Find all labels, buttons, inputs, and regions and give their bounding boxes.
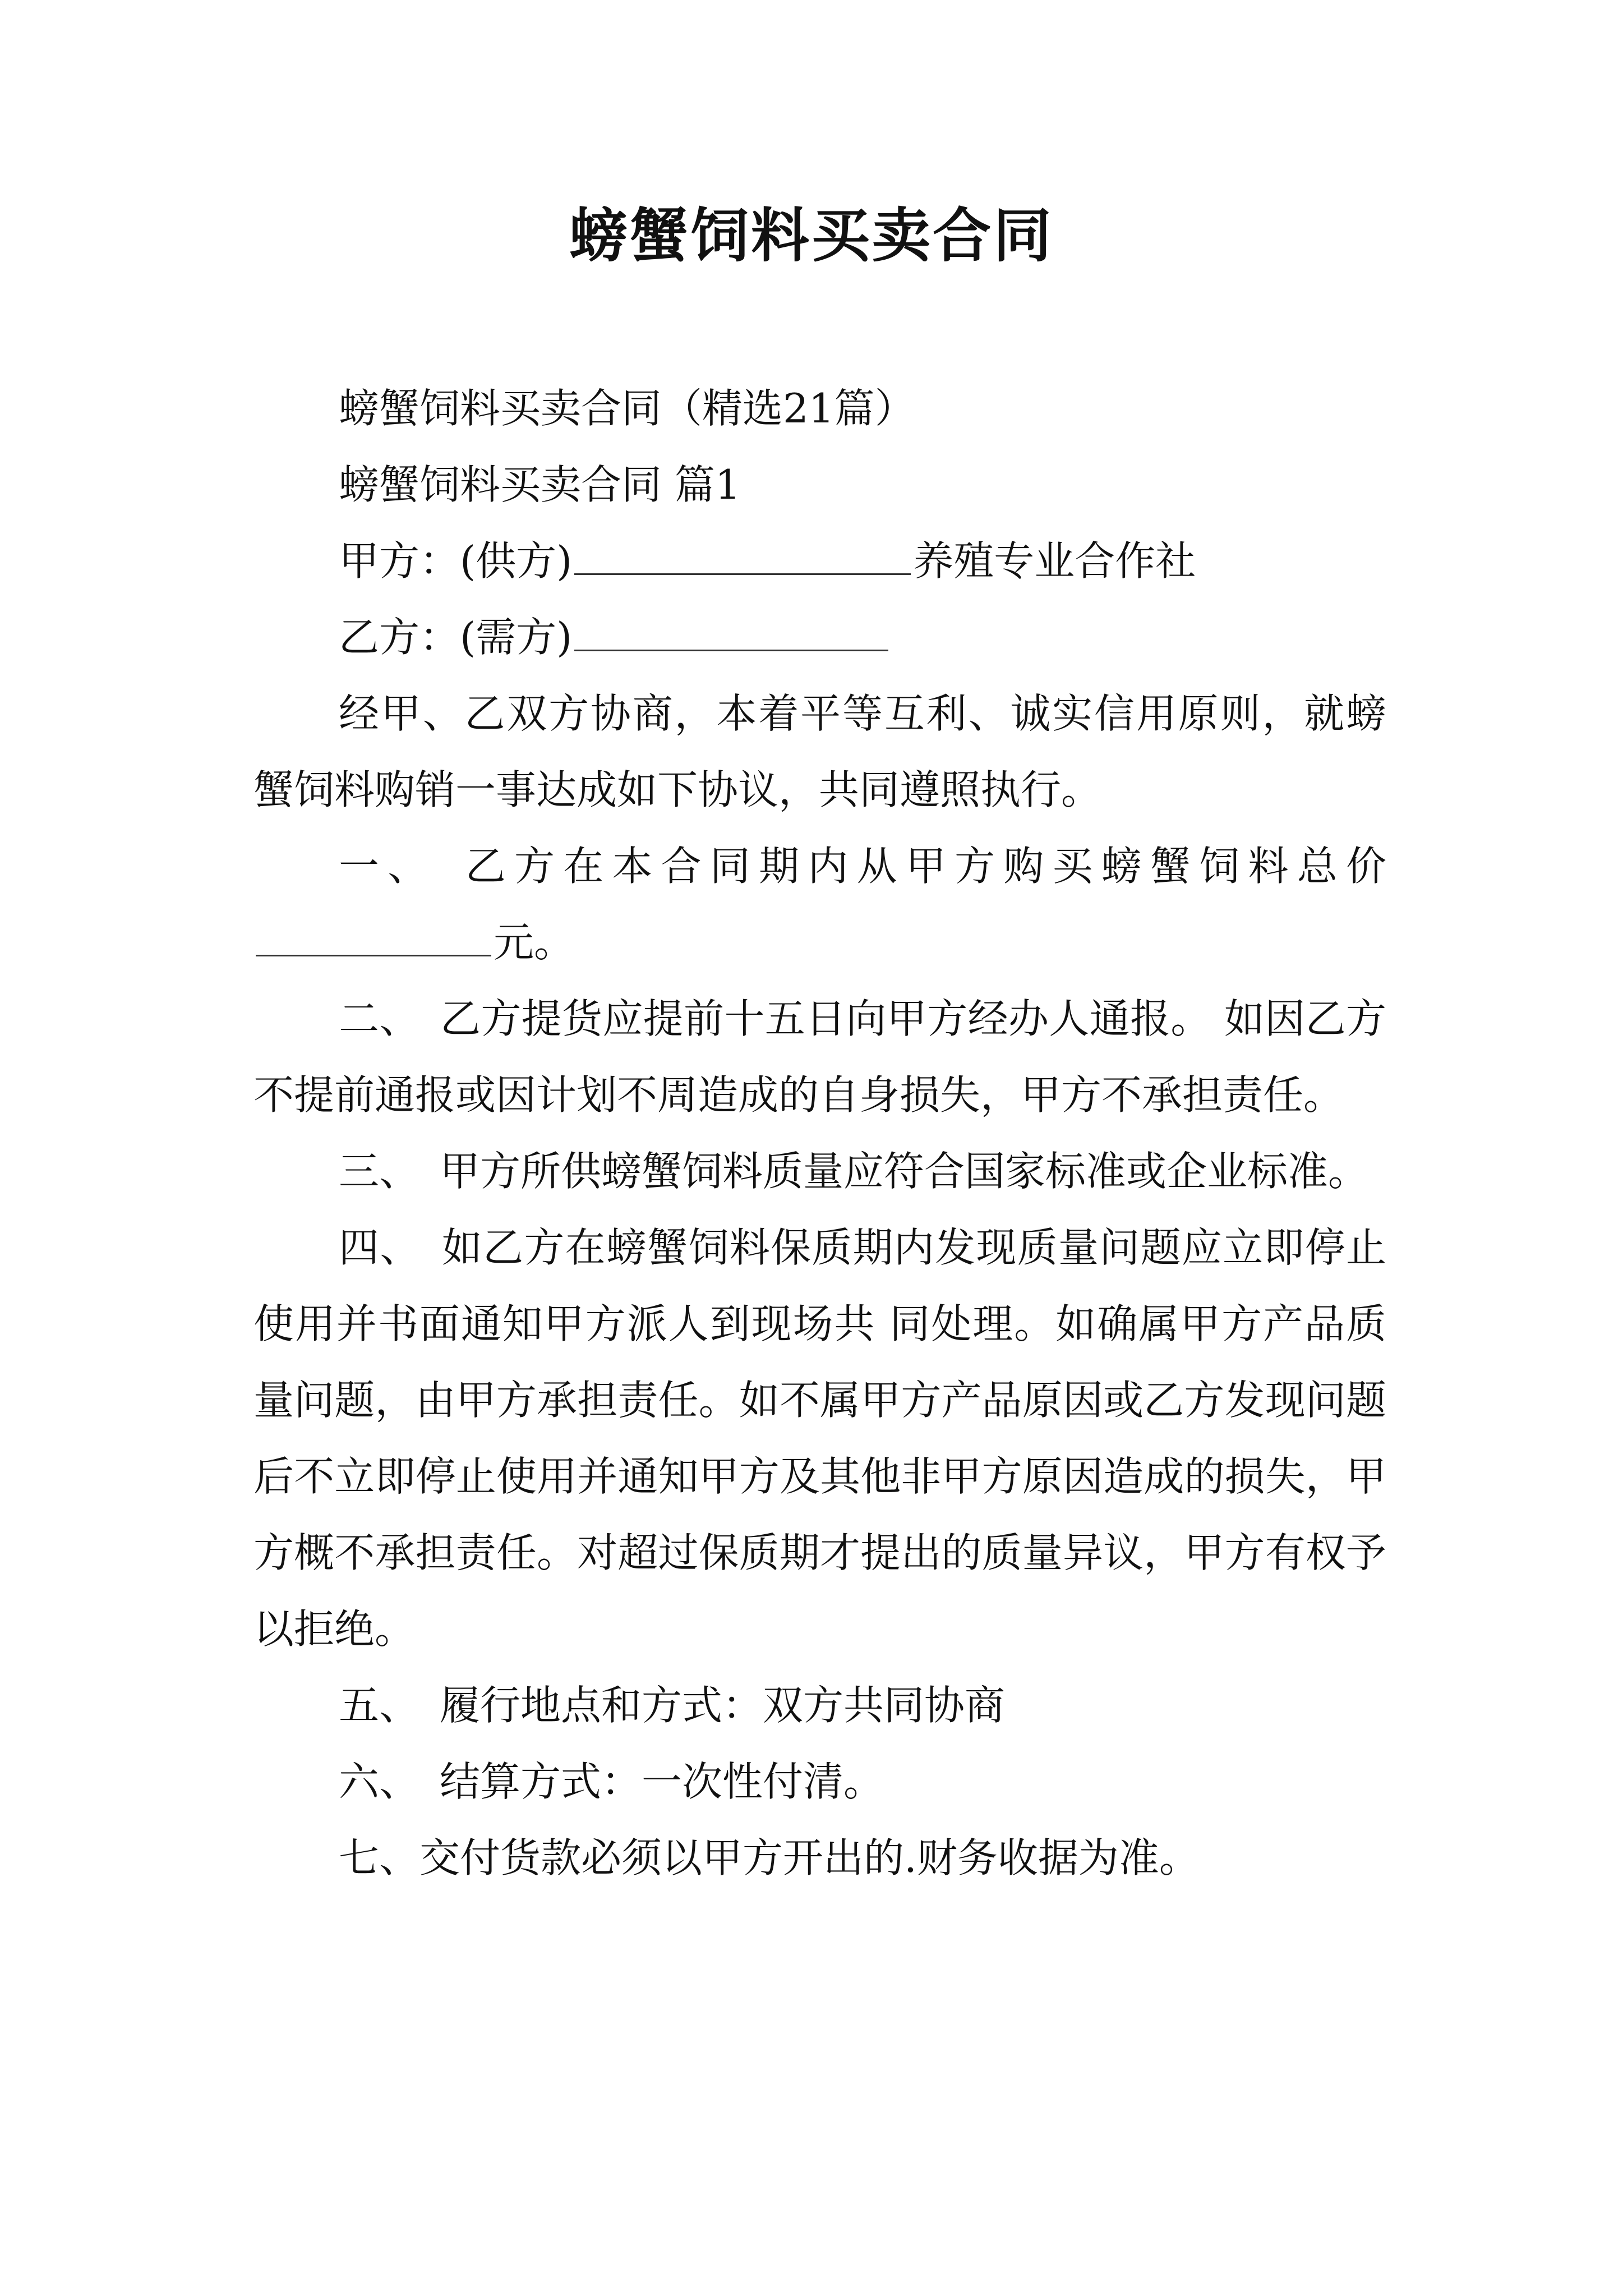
clause-2: 二、 乙方提货应提前十五日向甲方经办人通报。 如因乙方不提前通报或因计划不周造成的自身损失，甲方不承担责任。: [253, 995, 1386, 1119]
clause-5: 五、 履行地点和方式：双方共同协商: [339, 1682, 1006, 1729]
clause-7: 七、交付货款必须以甲方开出的.财务收据为准。: [339, 1834, 1200, 1881]
party-a-line: [253, 523, 1386, 599]
clause-6: 六、 结算方式：一次性付清。: [339, 1758, 884, 1805]
clause-1-head: 一、 乙方在本合同期内从甲方购买螃蟹饲料总价: [339, 843, 1386, 890]
section-heading: 螃蟹饲料买卖合同 篇1: [339, 461, 741, 508]
clause-1-tail-line: [253, 904, 1386, 981]
party-b-blank: [574, 609, 888, 651]
intro-paragraph: 经甲、乙双方协商，本着平等互利、诚实信用原则，就螃蟹饲料购销一事达成如下协议，共同遵照执行。: [253, 690, 1386, 813]
clause-1-tail: 元。: [494, 919, 575, 966]
party-a-blank: [574, 533, 911, 575]
clause-3: 三、 甲方所供螃蟹饲料质量应符合国家标准或企业标准。: [339, 1148, 1369, 1195]
party-b-label: 乙方：(需方): [339, 614, 573, 661]
document-title: 螃蟹饲料买卖合同: [569, 201, 1054, 270]
party-a-label: 甲方：(供方): [339, 537, 573, 585]
clause-4: 四、 如乙方在螃蟹饲料保质期内发现质量问题应立即停止使用并书面通知甲方派人到现场共 同处理。如确属甲方产品质量问题，由甲方承担责任。如不属甲方产品原因或乙方发现问题后不立即停止使用并通知甲方及其他非甲方原因造成的损失，甲方概不承担责任。对超过保质期才提出的质量异议，甲方有权予以拒绝。: [253, 1224, 1386, 1653]
document-body: [253, 370, 1386, 1896]
clause-1: [253, 828, 1386, 981]
party-b-line: [253, 599, 1386, 675]
party-a-suffix: 养殖专业合作社: [913, 537, 1196, 585]
document-subtitle: 螃蟹饲料买卖合同（精选21篇）: [339, 385, 915, 432]
clause-1-amount-blank: [256, 914, 491, 956]
